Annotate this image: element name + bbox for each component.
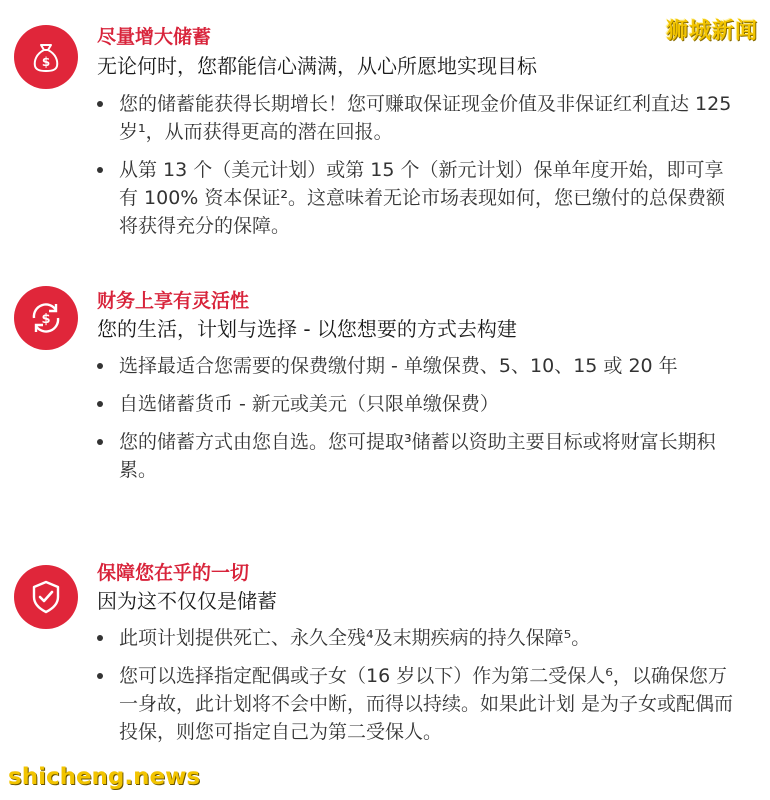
- bullet-dot: [97, 401, 103, 407]
- section-title: 保障您在乎的一切: [97, 562, 250, 584]
- section-subtitle: 因为这不仅仅是储蓄: [97, 589, 277, 613]
- section-subtitle: 您的生活，计划与选择 - 以您想要的方式去构建: [97, 317, 517, 341]
- section-subtitle: 无论何时，您都能信心满满，从心所愿地实现目标: [97, 54, 537, 78]
- currency-exchange-icon: [14, 286, 78, 350]
- list-item: [97, 428, 737, 484]
- bullet-text: 自选储蓄货币 - 新元或美元（只限单缴保费）: [119, 393, 499, 415]
- bullet-dot: [97, 167, 103, 173]
- bullet-text: 选择最适合您需要的保费缴付期 - 单缴保费、5、10、15 或 20 年: [119, 355, 678, 377]
- list-item: [97, 662, 737, 746]
- bullet-text: 此项计划提供死亡、永久全残⁴及末期疾病的持久保障⁵。: [119, 627, 591, 649]
- watermark-bottom: shicheng.news: [8, 764, 201, 790]
- bullet-text: 从第 13 个（美元计划）或第 15 个（新元计划）保单年度开始，即可享有 100% 资本保证²。这意味着无论市场表现如何，您已缴付的总保费额将获得充分的保障。: [119, 159, 726, 237]
- list-item: [97, 624, 737, 652]
- bullet-dot: [97, 673, 103, 679]
- money-bag-dollar-icon: [14, 25, 78, 89]
- section-title: 财务上享有灵活性: [97, 290, 250, 312]
- list-item: [97, 352, 737, 380]
- list-item: [97, 90, 737, 146]
- shield-check-icon: [14, 565, 78, 629]
- bullet-dot: [97, 363, 103, 369]
- bullet-text: 您的储蓄方式由您自选。您可提取³储蓄以资助主要目标或将财富长期积累。: [119, 431, 716, 481]
- list-item: [97, 156, 737, 240]
- bullet-text: 您的储蓄能获得长期增长！您可赚取保证现金价值及非保证红利直达 125 岁¹，从而获得更高的潜在回报。: [119, 93, 732, 143]
- svg-text:$: $: [41, 312, 51, 327]
- bullet-text: 您可以选择指定配偶或子女（16 岁以下）作为第二受保人⁶，以确保您万一身故，此计划将不会中断，而得以持续。如果此计划 是为子女或配偶而投保，则您可指定自己为第二受保人。: [119, 665, 734, 743]
- svg-text:$: $: [41, 55, 51, 69]
- list-item: [97, 390, 737, 418]
- bullet-dot: [97, 635, 103, 641]
- bullet-dot: [97, 101, 103, 107]
- section-title: 尽量增大储蓄: [97, 26, 212, 48]
- watermark-top: 狮城新闻: [665, 19, 758, 44]
- bullet-dot: [97, 439, 103, 445]
